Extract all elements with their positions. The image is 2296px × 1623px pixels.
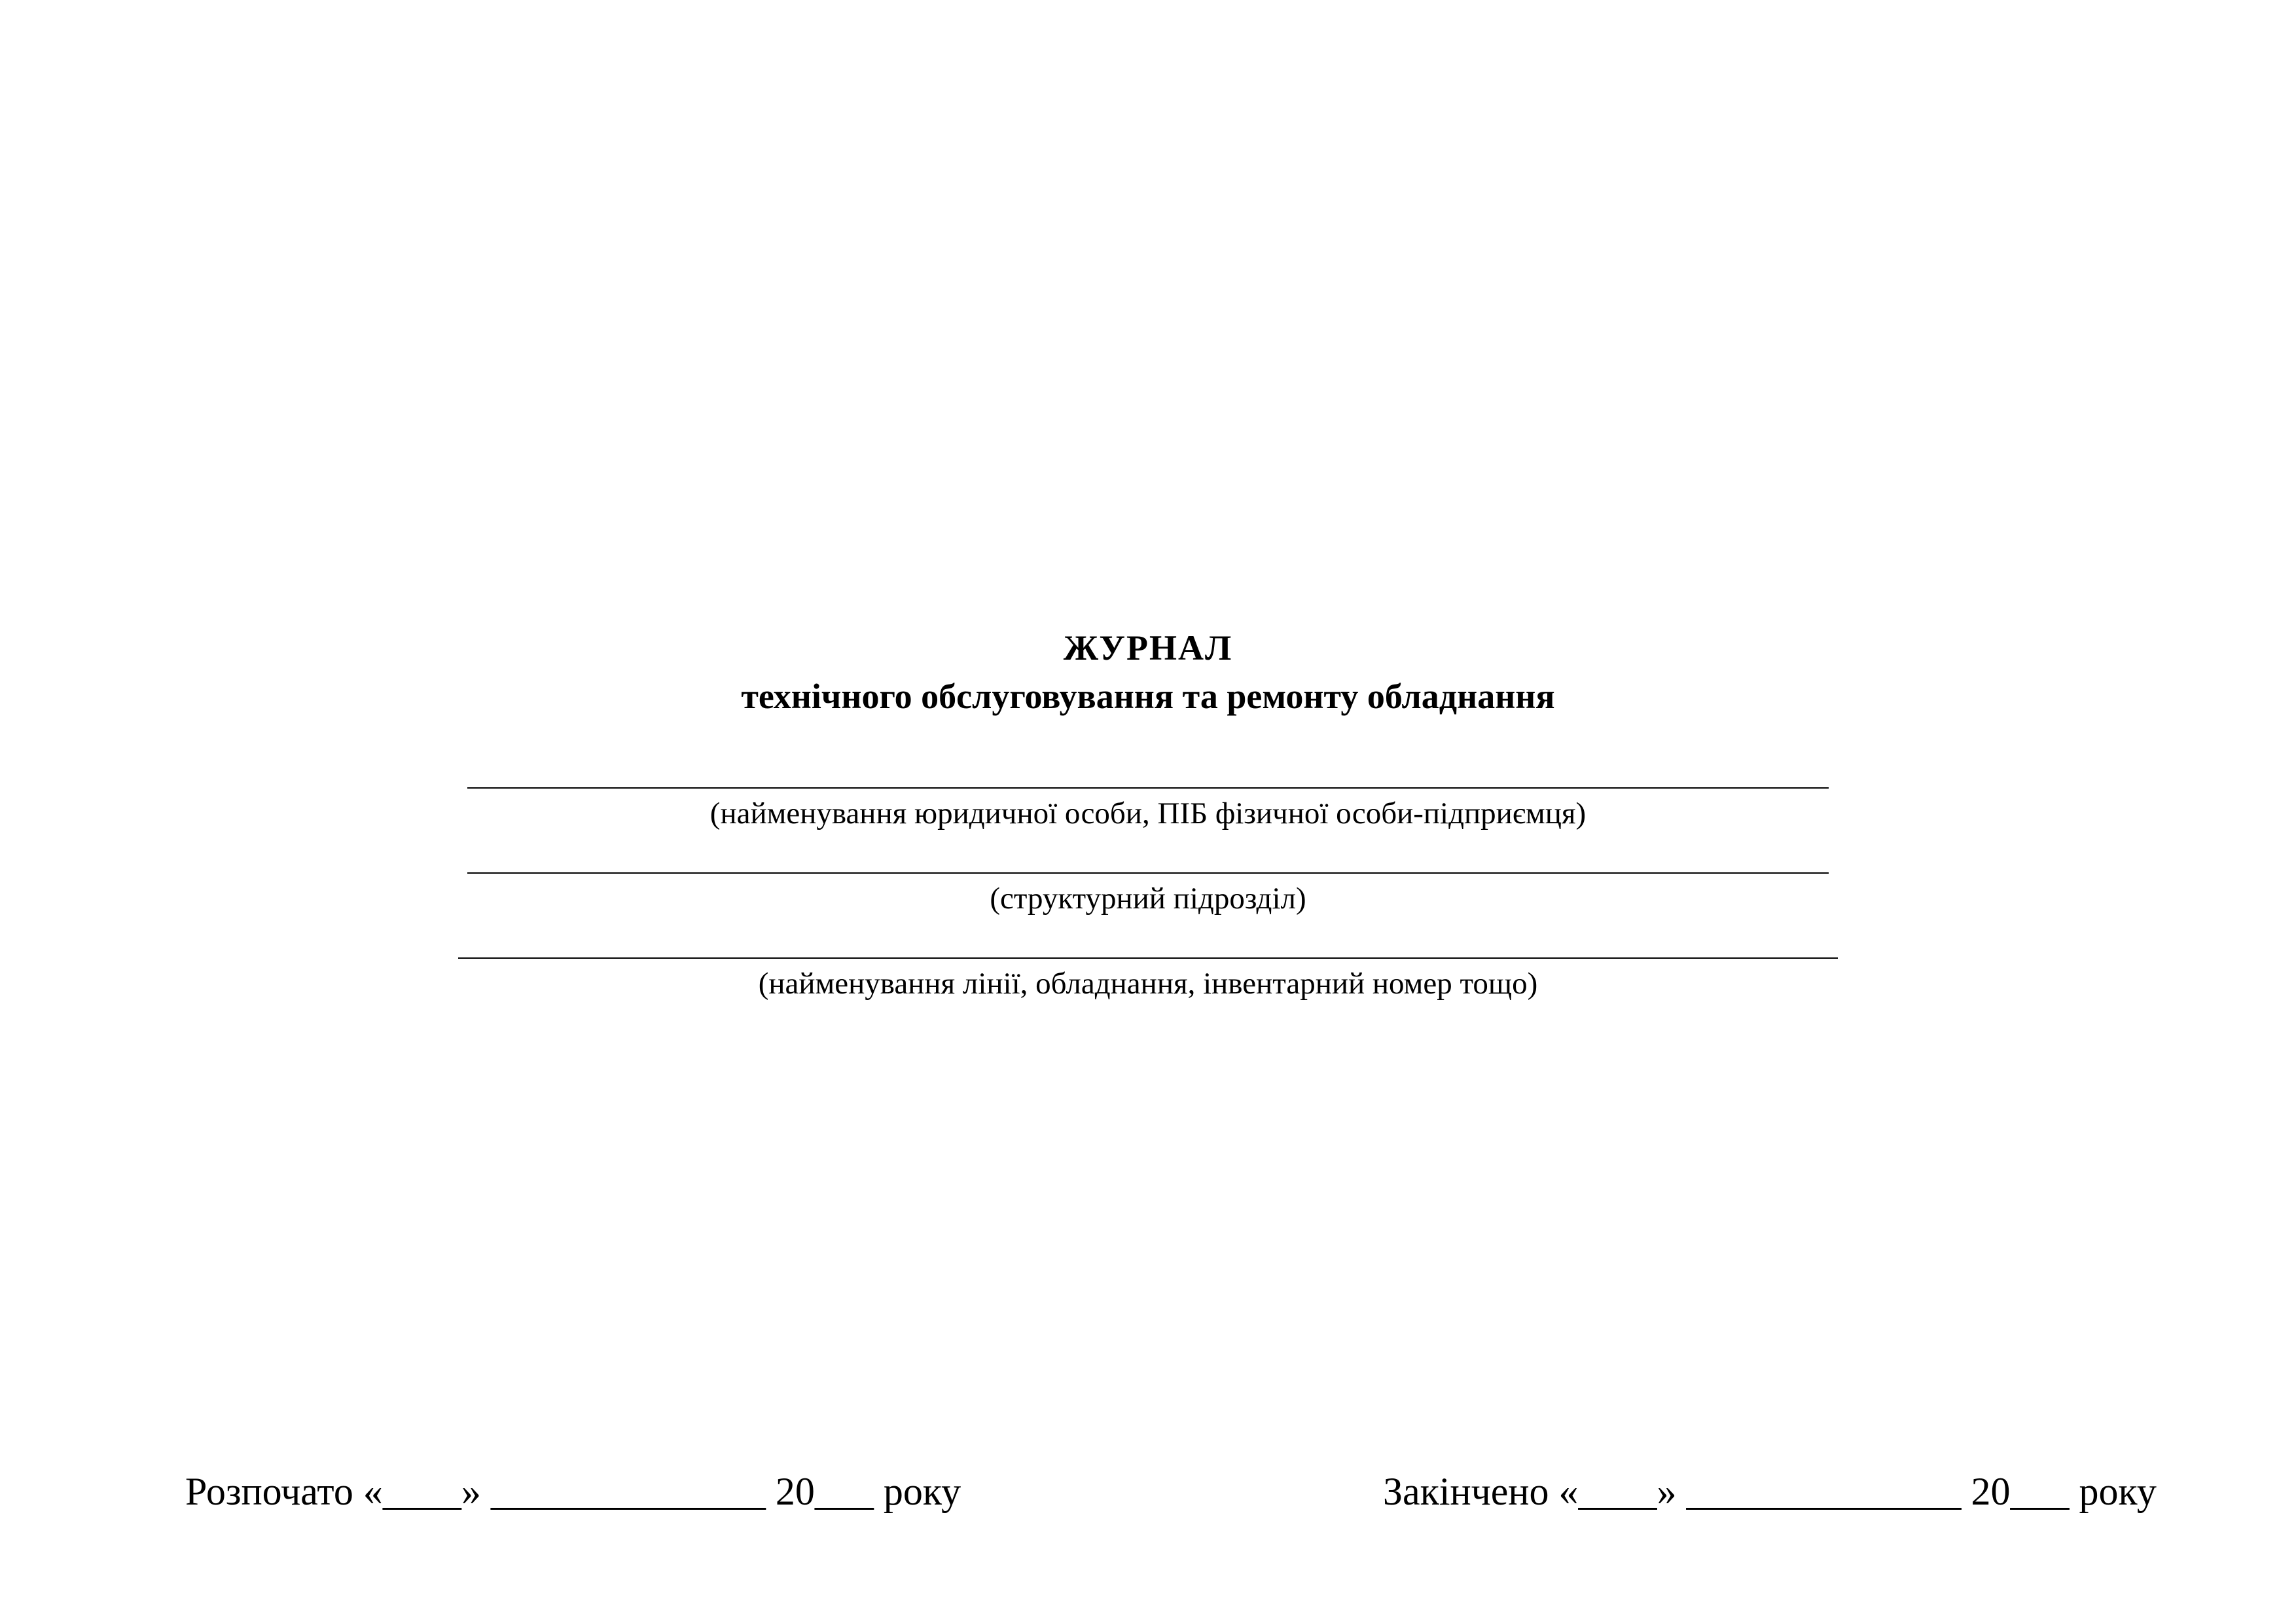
equipment-field <box>0 957 2296 1003</box>
legal-entity-fill-line[interactable] <box>467 787 1829 789</box>
division-caption: (структурний підрозділ) <box>990 882 1306 916</box>
document-subtitle: технічного обслуговування та ремонту обладнання <box>741 677 1555 716</box>
end-date-line: Закінчено «____» ______________ 20___ року <box>1383 1470 2157 1513</box>
division-fill-line[interactable] <box>467 872 1829 874</box>
legal-entity-caption: (найменування юридичної особи, ПІБ фізичної особи-підприємця) <box>709 796 1587 830</box>
title-block <box>0 625 2296 719</box>
equipment-fill-line[interactable] <box>458 957 1838 959</box>
document-title: ЖУРНАЛ <box>1063 628 1233 668</box>
start-date-line: Розпочато «____» ______________ 20___ року <box>185 1470 961 1513</box>
legal-entity-field <box>0 787 2296 833</box>
division-field <box>0 872 2296 918</box>
equipment-caption: (найменування лінії, обладнання, інвентарний номер тощо) <box>758 967 1538 1001</box>
